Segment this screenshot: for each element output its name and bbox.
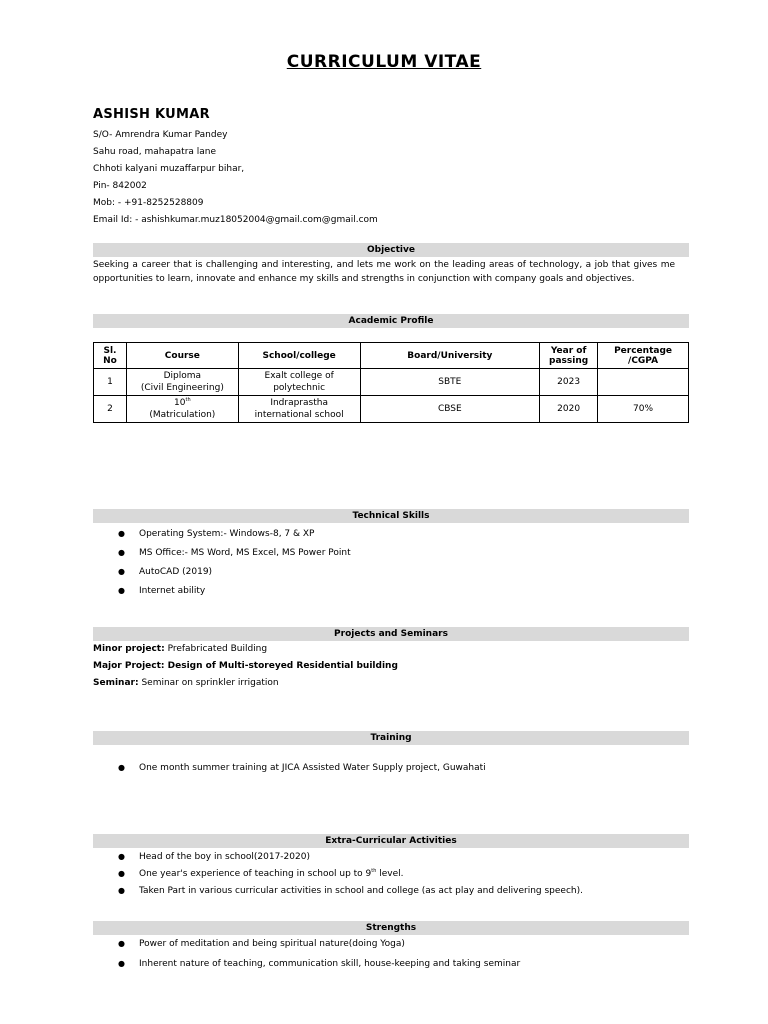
contact-parent: S/O- Amrendra Kumar Pandey <box>93 130 228 140</box>
extra-item2-text: One year's experience of teaching in school up to 9 <box>139 869 372 879</box>
list-item: ● Power of meditation and being spiritual nature(doing Yoga) <box>118 938 520 950</box>
cell-year: 2023 <box>540 369 598 396</box>
extra-list <box>118 851 583 897</box>
major-project-label: Major Project: <box>93 661 165 671</box>
contact-mobile: Mob: - +91-8252528809 <box>93 198 204 208</box>
seminar-label: Seminar: <box>93 678 139 688</box>
course-name: 10 <box>174 398 186 408</box>
technical-heading: Technical Skills <box>93 509 689 523</box>
seminar-value: Seminar on sprinkler irrigation <box>138 678 279 688</box>
header-percentage: Percentage /CGPA <box>598 343 689 369</box>
list-item: ● Operating System:- Windows-8, 7 & XP <box>118 528 351 540</box>
list-item <box>118 868 583 880</box>
academic-heading: Academic Profile <box>93 314 689 328</box>
list-item: ● Internet ability <box>118 585 351 597</box>
header-year: Year of passing <box>540 343 598 369</box>
cell-sl: 1 <box>94 369 127 396</box>
cell-school: Indraprastha international school <box>238 396 360 423</box>
contact-address-line1: Sahu road, mahapatra lane <box>93 147 217 157</box>
minor-project-label: Minor project: <box>93 644 165 654</box>
academic-table <box>93 342 689 423</box>
objective-heading: Objective <box>93 243 689 257</box>
cell-sl: 2 <box>94 396 127 423</box>
seminar <box>93 677 279 689</box>
minor-project-value: Prefabricated Building <box>164 644 268 654</box>
table-header-row <box>94 343 689 369</box>
cell-percentage <box>598 369 689 396</box>
projects-heading: Projects and Seminars <box>93 627 689 641</box>
extra-heading: Extra-Curricular Activities <box>93 834 689 848</box>
contact-email: Email Id: - ashishkumar.muz18052004@gmail.com@gmail.com <box>93 215 378 225</box>
technical-list <box>118 528 351 597</box>
list-item: ● AutoCAD (2019) <box>118 566 351 578</box>
minor-project <box>93 643 267 655</box>
major-project-value: Design of Multi-storeyed Residential building <box>164 661 398 671</box>
cell-board: CBSE <box>360 396 540 423</box>
contact-pin: Pin- 842002 <box>93 181 147 191</box>
cell-course <box>126 369 238 396</box>
list-item: ● Head of the boy in school(2017-2020) <box>118 851 583 863</box>
header-board: Board/University <box>360 343 540 369</box>
candidate-name: ASHISH KUMAR <box>93 107 210 122</box>
list-item: ● Taken Part in various curricular activities in school and college (as act play and delivering speech). <box>118 885 583 897</box>
cell-course <box>126 396 238 423</box>
course-name: Diploma <box>163 371 202 381</box>
table-row <box>94 396 689 423</box>
cell-year: 2020 <box>540 396 598 423</box>
contact-address-line2: Chhoti kalyani muzaffarpur bihar, <box>93 164 245 174</box>
document-title: CURRICULUM VITAE <box>286 52 482 72</box>
cell-percentage: 70% <box>598 396 689 423</box>
course-detail: (Civil Engineering) <box>140 383 224 393</box>
header-course: Course <box>126 343 238 369</box>
strengths-heading: Strengths <box>93 921 689 935</box>
cell-school: Exalt college of polytechnic <box>238 369 360 396</box>
course-superscript: th <box>185 397 191 403</box>
header-sl-no: Sl. No <box>94 343 127 369</box>
list-item: ● Inherent nature of teaching, communication skill, house-keeping and taking seminar <box>118 958 520 970</box>
course-detail: (Matriculation) <box>149 410 216 420</box>
extra-item2-superscript: th <box>371 868 377 874</box>
table-row <box>94 369 689 396</box>
major-project <box>93 660 398 672</box>
extra-item2-suffix: level. <box>376 869 404 879</box>
list-item: ● MS Office:- MS Word, MS Excel, MS Power Point <box>118 547 351 559</box>
header-school: School/college <box>238 343 360 369</box>
training-list <box>118 762 486 774</box>
training-heading: Training <box>93 731 689 745</box>
strengths-list <box>118 938 520 970</box>
objective-text: Seeking a career that is challenging and interesting, and lets me work on the leading areas of technology, a job that gives me opportunities to learn, innovate and enhance my skills and strengths in conjunction with company goals and objectives. <box>93 260 675 284</box>
cell-board: SBTE <box>360 369 540 396</box>
list-item: ● One month summer training at JICA Assisted Water Supply project, Guwahati <box>118 762 486 774</box>
